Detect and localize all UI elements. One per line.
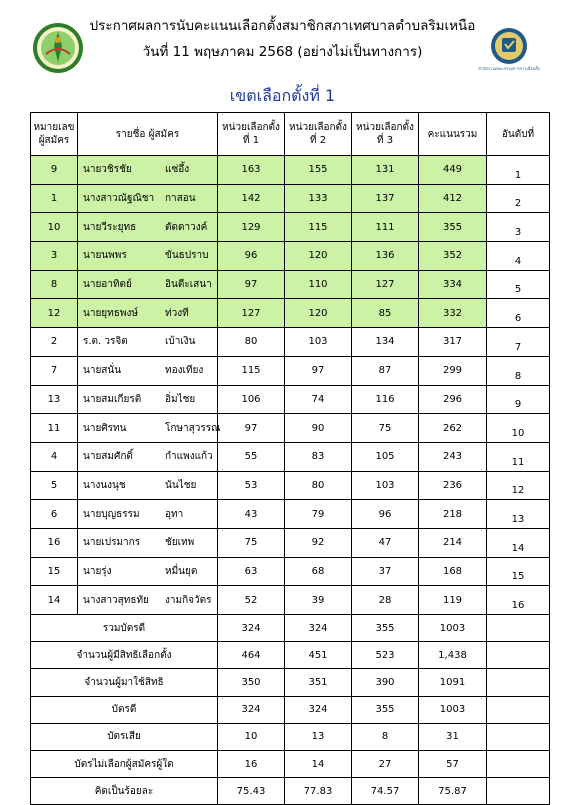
summary-unit-2: 451: [285, 642, 352, 669]
candidate-name: [78, 557, 218, 586]
rank: 2: [487, 184, 550, 213]
rank: 12: [487, 471, 550, 500]
candidate-row: [31, 528, 550, 557]
unit-1-votes: 96: [218, 242, 285, 271]
summary-blank: [487, 642, 550, 669]
candidate-first-name: นายสมเกียรติ: [83, 393, 142, 405]
summary-unit-2: 77.83: [285, 778, 352, 805]
candidate-name: [78, 156, 218, 185]
summary-label: รวมบัตรดี: [31, 615, 218, 642]
candidate-row: [31, 586, 550, 615]
candidate-row: [31, 356, 550, 385]
summary-unit-2: 13: [285, 723, 352, 750]
summary-row: [31, 696, 550, 723]
candidate-row: [31, 184, 550, 213]
unit-2-votes: 120: [285, 242, 352, 271]
unit-1-votes: 106: [218, 385, 285, 414]
page-title: ประกาศผลการนับคะแนนเลือกตั้งสมาชิกสภาเทศบาลตำบลริมเหนือ: [89, 18, 476, 34]
total-votes: 262: [419, 414, 487, 443]
unit-3-votes: 75: [352, 414, 419, 443]
candidate-last-name: ท่วงที: [165, 307, 189, 319]
candidate-number: 8: [31, 270, 78, 299]
candidate-first-name: นายอาทิตย์: [83, 279, 132, 291]
candidate-row: [31, 471, 550, 500]
summary-unit-2: 14: [285, 750, 352, 777]
candidate-row: [31, 213, 550, 242]
unit-1-votes: 97: [218, 414, 285, 443]
summary-unit-2: 324: [285, 696, 352, 723]
candidate-name: [78, 328, 218, 357]
candidate-last-name: ตัดดาวงค์: [165, 221, 208, 233]
summary-row: [31, 642, 550, 669]
summary-unit-1: 324: [218, 696, 285, 723]
page-date: วันที่ 11 พฤษภาคม 2568 (อย่างไม่เป็นทางการ): [142, 44, 423, 60]
total-votes: 119: [419, 586, 487, 615]
total-votes: 334: [419, 270, 487, 299]
summary-label: บัตรเสีย: [31, 723, 218, 750]
total-votes: 218: [419, 500, 487, 529]
unit-1-votes: 63: [218, 557, 285, 586]
candidate-name: [78, 242, 218, 271]
unit-3-votes: 28: [352, 586, 419, 615]
rank: 8: [487, 356, 550, 385]
candidate-last-name: ทองเทียง: [165, 365, 204, 377]
unit-3-votes: 137: [352, 184, 419, 213]
unit-2-votes: 79: [285, 500, 352, 529]
unit-2-votes: 90: [285, 414, 352, 443]
summary-unit-2: 351: [285, 669, 352, 696]
rank: 3: [487, 213, 550, 242]
candidate-first-name: นายบุญธรรม: [83, 508, 140, 520]
unit-1-votes: 97: [218, 270, 285, 299]
candidate-first-name: นายยุทธพงษ์: [83, 307, 138, 319]
candidate-name: [78, 528, 218, 557]
header-candidate-number: หมายเลข ผู้สมัคร: [31, 113, 78, 156]
candidate-first-name: นายสนั่น: [83, 365, 122, 377]
summary-row: [31, 778, 550, 805]
total-votes: 214: [419, 528, 487, 557]
unit-2-votes: 80: [285, 471, 352, 500]
candidate-row: [31, 299, 550, 328]
election-commission-logo-text: สำนักงานคณะกรรมการการเลือกตั้ง: [478, 66, 540, 71]
unit-1-votes: 43: [218, 500, 285, 529]
summary-unit-3: 355: [352, 696, 419, 723]
summary-total: 57: [419, 750, 487, 777]
candidate-number: 11: [31, 414, 78, 443]
unit-3-votes: 136: [352, 242, 419, 271]
candidate-number: 13: [31, 385, 78, 414]
candidate-first-name: นายสมศักดิ์: [83, 451, 133, 463]
rank: 16: [487, 586, 550, 615]
unit-2-votes: 97: [285, 356, 352, 385]
summary-row: [31, 750, 550, 777]
summary-total: 1091: [419, 669, 487, 696]
candidate-first-name: นายรุ่ง: [83, 565, 112, 577]
unit-1-votes: 115: [218, 356, 285, 385]
candidate-last-name: อิ่มไชย: [165, 393, 196, 405]
summary-total: 1003: [419, 615, 487, 642]
unit-2-votes: 133: [285, 184, 352, 213]
summary-label: บัตรดี: [31, 696, 218, 723]
unit-1-votes: 53: [218, 471, 285, 500]
candidate-last-name: หมื่นยุต: [165, 565, 198, 577]
candidate-last-name: นันไชย: [165, 479, 197, 491]
candidate-number: 15: [31, 557, 78, 586]
total-votes: 168: [419, 557, 487, 586]
candidate-number: 6: [31, 500, 78, 529]
total-votes: 412: [419, 184, 487, 213]
candidate-first-name: นายเปรมากร: [83, 537, 141, 549]
candidate-last-name: โกษาสุวรรณ: [165, 422, 221, 434]
summary-unit-3: 27: [352, 750, 419, 777]
candidate-first-name: นางสาวณัฐณิชา: [83, 193, 155, 205]
unit-2-votes: 110: [285, 270, 352, 299]
unit-3-votes: 47: [352, 528, 419, 557]
summary-total: 75.87: [419, 778, 487, 805]
candidate-number: 10: [31, 213, 78, 242]
header-candidate-name: รายชื่อ ผู้สมัคร: [78, 113, 218, 156]
total-votes: 352: [419, 242, 487, 271]
candidate-last-name: กำแพงแก้ว: [165, 451, 213, 463]
unit-1-votes: 75: [218, 528, 285, 557]
candidate-name: [78, 414, 221, 443]
total-votes: 317: [419, 328, 487, 357]
unit-2-votes: 115: [285, 213, 352, 242]
candidate-number: 16: [31, 528, 78, 557]
candidate-name: [78, 471, 218, 500]
summary-blank: [487, 696, 550, 723]
candidate-name: [78, 385, 218, 414]
rank: 5: [487, 270, 550, 299]
candidate-first-name: นายวชิรชัย: [83, 164, 132, 176]
candidate-number: 5: [31, 471, 78, 500]
candidate-row: [31, 270, 550, 299]
candidate-number: 7: [31, 356, 78, 385]
candidate-number: 14: [31, 586, 78, 615]
candidate-number: 12: [31, 299, 78, 328]
unit-1-votes: 142: [218, 184, 285, 213]
unit-1-votes: 127: [218, 299, 285, 328]
candidate-name: [78, 442, 218, 471]
results-table: [30, 112, 550, 805]
candidate-number: 3: [31, 242, 78, 271]
header-unit-1: หน่วยเลือกตั้ง ที่ 1: [218, 113, 285, 156]
candidate-name: [78, 500, 218, 529]
summary-unit-1: 75.43: [218, 778, 285, 805]
summary-row: [31, 723, 550, 750]
candidate-last-name: ชัยเทพ: [165, 537, 195, 549]
summary-blank: [487, 723, 550, 750]
candidate-row: [31, 385, 550, 414]
candidate-first-name: นางนงนุช: [83, 479, 126, 491]
summary-label: จำนวนผู้มาใช้สิทธิ: [31, 669, 218, 696]
summary-label: จำนวนผู้มีสิทธิเลือกตั้ง: [31, 642, 218, 669]
header-total: คะแนนรวม: [419, 113, 487, 156]
rank: 7: [487, 328, 550, 357]
unit-2-votes: 74: [285, 385, 352, 414]
candidate-row: [31, 442, 550, 471]
candidate-name: [78, 356, 218, 385]
total-votes: 299: [419, 356, 487, 385]
summary-blank: [487, 615, 550, 642]
unit-3-votes: 127: [352, 270, 419, 299]
unit-3-votes: 96: [352, 500, 419, 529]
unit-3-votes: 131: [352, 156, 419, 185]
summary-unit-3: 8: [352, 723, 419, 750]
candidate-row: [31, 414, 550, 443]
candidate-row: [31, 500, 550, 529]
summary-unit-3: 523: [352, 642, 419, 669]
summary-total: 1,438: [419, 642, 487, 669]
candidate-row: [31, 557, 550, 586]
rank: 10: [487, 414, 550, 443]
unit-3-votes: 134: [352, 328, 419, 357]
unit-3-votes: 103: [352, 471, 419, 500]
candidate-last-name: แซ่อึ้ง: [165, 164, 190, 176]
rank: 4: [487, 242, 550, 271]
summary-label: คิดเป็นร้อยละ: [31, 778, 218, 805]
candidate-number: 9: [31, 156, 78, 185]
summary-row: [31, 615, 550, 642]
rank: 14: [487, 528, 550, 557]
candidate-first-name: นายนพพร: [83, 250, 127, 262]
total-votes: 449: [419, 156, 487, 185]
total-votes: 236: [419, 471, 487, 500]
rank: 1: [487, 156, 550, 185]
unit-2-votes: 103: [285, 328, 352, 357]
candidate-name: [78, 270, 218, 299]
candidate-last-name: งามกิจวัตร: [165, 594, 212, 606]
unit-3-votes: 111: [352, 213, 419, 242]
summary-unit-3: 74.57: [352, 778, 419, 805]
unit-1-votes: 129: [218, 213, 285, 242]
summary-blank: [487, 750, 550, 777]
header-unit-3: หน่วยเลือกตั้ง ที่ 3: [352, 113, 419, 156]
unit-3-votes: 105: [352, 442, 419, 471]
rank: 13: [487, 500, 550, 529]
unit-2-votes: 120: [285, 299, 352, 328]
unit-1-votes: 80: [218, 328, 285, 357]
unit-1-votes: 55: [218, 442, 285, 471]
header-unit-2: หน่วยเลือกตั้ง ที่ 2: [285, 113, 352, 156]
candidate-name: [78, 184, 218, 213]
summary-unit-1: 324: [218, 615, 285, 642]
candidate-last-name: ขันธปราบ: [165, 250, 209, 262]
summary-blank: [487, 778, 550, 805]
candidate-row: [31, 328, 550, 357]
summary-blank: [487, 669, 550, 696]
summary-total: 1003: [419, 696, 487, 723]
candidate-row: [31, 242, 550, 271]
candidate-name: [78, 299, 218, 328]
candidate-number: 2: [31, 328, 78, 357]
unit-2-votes: 92: [285, 528, 352, 557]
total-votes: 355: [419, 213, 487, 242]
candidate-last-name: อุทา: [165, 508, 184, 520]
candidate-first-name: นายศิรทน: [83, 422, 127, 434]
summary-unit-3: 355: [352, 615, 419, 642]
unit-3-votes: 85: [352, 299, 419, 328]
summary-unit-3: 390: [352, 669, 419, 696]
unit-2-votes: 83: [285, 442, 352, 471]
summary-unit-1: 16: [218, 750, 285, 777]
district-title: เขตเลือกตั้งที่ 1: [229, 86, 336, 105]
candidate-name: [78, 213, 218, 242]
rank: 15: [487, 557, 550, 586]
rank: 6: [487, 299, 550, 328]
candidate-number: 1: [31, 184, 78, 213]
unit-2-votes: 155: [285, 156, 352, 185]
summary-unit-1: 464: [218, 642, 285, 669]
table-header-row: [31, 113, 550, 156]
candidate-last-name: เบ้าเงิน: [165, 336, 196, 348]
unit-3-votes: 87: [352, 356, 419, 385]
unit-2-votes: 39: [285, 586, 352, 615]
candidate-number: 4: [31, 442, 78, 471]
candidate-name: [78, 586, 218, 615]
total-votes: 243: [419, 442, 487, 471]
unit-1-votes: 52: [218, 586, 285, 615]
summary-label: บัตรไม่เลือกผู้สมัครผู้ใด: [31, 750, 218, 777]
summary-unit-1: 350: [218, 669, 285, 696]
summary-total: 31: [419, 723, 487, 750]
summary-unit-2: 324: [285, 615, 352, 642]
candidate-first-name: นายวีระยุทธ: [83, 221, 137, 233]
candidate-row: [31, 156, 550, 185]
total-votes: 332: [419, 299, 487, 328]
rank: 9: [487, 385, 550, 414]
summary-row: [31, 669, 550, 696]
summary-unit-1: 10: [218, 723, 285, 750]
candidate-first-name: นางสาวสุทธทัย: [83, 594, 149, 606]
candidate-last-name: กาสอน: [165, 193, 196, 205]
header-rank: อันดับที่: [487, 113, 550, 156]
unit-3-votes: 37: [352, 557, 419, 586]
unit-1-votes: 163: [218, 156, 285, 185]
rank: 11: [487, 442, 550, 471]
candidate-last-name: อินตีะเสนา: [165, 279, 212, 291]
candidate-first-name: ร.ต. วรจิต: [83, 336, 128, 348]
unit-3-votes: 116: [352, 385, 419, 414]
unit-2-votes: 68: [285, 557, 352, 586]
total-votes: 296: [419, 385, 487, 414]
